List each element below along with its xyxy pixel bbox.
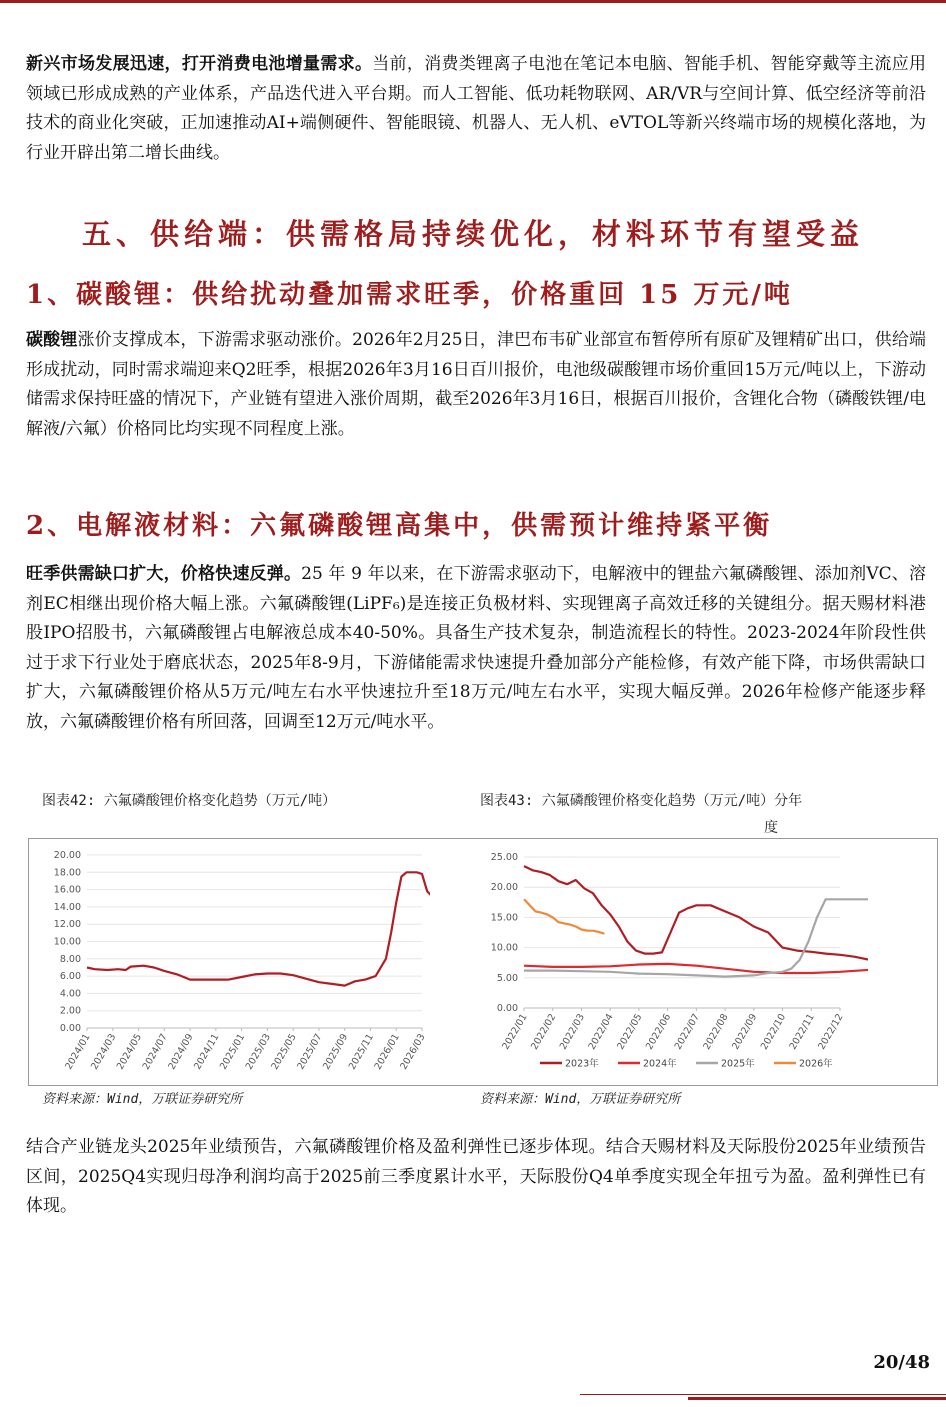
series-line-2023年 bbox=[524, 866, 868, 960]
y-tick-label: 10.00 bbox=[53, 936, 81, 948]
x-tick-label: 2025/03 bbox=[243, 1032, 273, 1072]
paragraph-body: 25 年 9 年以来，在下游需求驱动下，电解液中的锂盐六氟磷酸锂、添加剂VC、溶剂EC相继出现价格大幅上涨。六氟磷酸锂(LiPF₆)是连接正负极材料、实现锂离子高效迁移的关键组分。据天赐材料港股IPO招股书，六氟磷酸锂占电解液总成本40-50%。具备生产技术复杂，制造流程长的特性。2023-2024年阶段性供过于求下行业处于磨底状态，2025年8-9月，下游储能需求快速提升叠加部分产能检修，有效产能下降，市场供需缺口扩大，六氟磷酸锂价格从5万元/吨左右水平快速拉升至18万元/吨左右水平，实现大幅反弹。2026年检修产能逐步释放，六氟磷酸锂价格有所回落，回调至12万元/吨水平。 bbox=[26, 564, 926, 732]
x-tick-label: 2025/07 bbox=[295, 1032, 325, 1072]
paragraph-body: 当前，消费类锂离子电池在笔记本电脑、智能手机、智能穿戴等主流应用领域已形成成熟的产业体系，产品迭代进入平台期。而人工智能、低功耗物联网、AR/VR与空间计算、低空经济等前沿技术的商业化突破，正加速推动AI+端侧硬件、智能眼镜、机器人、无人机、eVTOL等新兴终端市场的规模化落地，为行业开辟出第二增长曲线。 bbox=[26, 54, 927, 163]
paragraph-body: 涨价支撑成本，下游需求驱动涨价。2026年2月25日，津巴布韦矿业部宣布暂停所有原矿及锂精矿出口，供给端形成扰动，同时需求端迎来Q2旺季，根据2026年3月16日百川报价，电池级碳酸锂市场价重回15万元/吨以上，下游动储需求保持旺盛的情况下，产业链有望进入涨价周期，截至2026年3月16日，根据百川报价，含锂化合物（磷酸铁锂/电解液/六氟）价格同比均实现不同程度上涨。 bbox=[26, 330, 926, 439]
x-tick-label: 2024/09 bbox=[166, 1032, 196, 1072]
footer-rule-thick bbox=[688, 1397, 946, 1400]
y-tick-label: 8.00 bbox=[59, 953, 81, 965]
paragraph-lead: 碳酸锂 bbox=[26, 330, 78, 350]
paragraph-earnings: 结合产业链龙头2025年业绩预告，六氟磷酸锂价格及盈利弹性已逐步体现。结合天赐材料及天际股份2025年业绩预告区间，2025Q4实现归母净利润均高于2025前三季度累计水平，天际股份Q4单季度实现全年扭亏为盈。盈利弹性已有体现。 bbox=[26, 1137, 926, 1216]
x-tick-label: 2022/08 bbox=[701, 1012, 731, 1052]
x-tick-label: 2024/11 bbox=[192, 1032, 222, 1072]
x-tick-label: 2022/03 bbox=[557, 1012, 588, 1052]
x-tick-label: 2022/04 bbox=[586, 1012, 616, 1052]
subsection-title-lithium-carbonate: 1、碳酸锂：供给扰动叠加需求旺季，价格重回 15 万元/吨 bbox=[26, 280, 793, 310]
x-tick-label: 2022/12 bbox=[816, 1012, 846, 1052]
paragraph-lead: 旺季供需缺口扩大，价格快速反弹。 bbox=[26, 564, 302, 584]
x-tick-label: 2026/01 bbox=[372, 1032, 402, 1072]
y-tick-label: 4.00 bbox=[59, 988, 81, 1000]
y-tick-label: 5.00 bbox=[496, 972, 518, 984]
y-tick-label: 6.00 bbox=[59, 971, 81, 983]
x-tick-label: 2025/09 bbox=[321, 1032, 351, 1072]
page-number: 20/48 bbox=[873, 1352, 930, 1373]
y-tick-label: 0.00 bbox=[59, 1023, 81, 1034]
header-rule bbox=[0, 0, 946, 3]
x-tick-label: 2025/05 bbox=[269, 1032, 299, 1072]
y-tick-label: 20.00 bbox=[53, 850, 81, 861]
legend-label: 2026年 bbox=[799, 1058, 833, 1070]
x-tick-label: 2022/05 bbox=[615, 1012, 645, 1052]
chart-lipf6-price-trend bbox=[30, 840, 430, 1080]
figure-42-caption: 图表42: 六氟磷酸锂价格变化趋势（万元/吨） bbox=[42, 793, 337, 809]
legend-label: 2024年 bbox=[643, 1058, 677, 1070]
y-tick-label: 10.00 bbox=[490, 942, 518, 954]
x-tick-label: 2022/09 bbox=[730, 1012, 760, 1052]
x-tick-label: 2022/06 bbox=[643, 1012, 674, 1052]
x-tick-label: 2022/02 bbox=[529, 1012, 559, 1052]
y-tick-label: 16.00 bbox=[53, 884, 81, 896]
y-tick-label: 0.00 bbox=[496, 1003, 518, 1014]
x-tick-label: 2022/11 bbox=[787, 1012, 817, 1052]
x-tick-label: 2026/03 bbox=[398, 1032, 428, 1072]
legend-label: 2023年 bbox=[565, 1058, 599, 1070]
paragraph-consumer-battery bbox=[26, 50, 926, 168]
footer-rule bbox=[580, 1394, 946, 1395]
y-tick-label: 15.00 bbox=[490, 912, 518, 924]
y-tick-label: 14.00 bbox=[53, 901, 81, 913]
x-tick-label: 2022/01 bbox=[500, 1012, 530, 1052]
paragraph-lead: 新兴市场发展迅速，打开消费电池增量需求。 bbox=[26, 54, 373, 74]
x-tick-label: 2025/01 bbox=[217, 1032, 248, 1072]
x-tick-label: 2024/01 bbox=[63, 1032, 93, 1072]
figure-43-caption-continued: 度 bbox=[764, 820, 778, 836]
x-tick-label: 2022/10 bbox=[758, 1012, 789, 1052]
y-tick-label: 25.00 bbox=[490, 852, 518, 863]
subsection-title-electrolyte: 2、电解液材料：六氟磷酸锂高集中，供需预计维持紧平衡 bbox=[26, 511, 773, 541]
figure-43-caption: 图表43: 六氟磷酸锂价格变化趋势（万元/吨）分年 bbox=[480, 793, 803, 809]
y-tick-label: 2.00 bbox=[59, 1005, 81, 1017]
paragraph-lithium-carbonate bbox=[26, 326, 926, 444]
x-tick-label: 2024/07 bbox=[140, 1032, 170, 1072]
section-title: 五、供给端：供需格局持续优化，材料环节有望受益 bbox=[81, 217, 864, 251]
x-tick-label: 2022/07 bbox=[672, 1012, 702, 1052]
y-tick-label: 12.00 bbox=[53, 919, 81, 931]
legend-label: 2025年 bbox=[721, 1058, 755, 1070]
x-tick-label: 2024/03 bbox=[89, 1032, 119, 1072]
series-line-2026年 bbox=[524, 899, 604, 933]
x-tick-label: 2025/11 bbox=[346, 1032, 377, 1072]
y-tick-label: 18.00 bbox=[53, 867, 81, 879]
paragraph-electrolyte bbox=[26, 560, 926, 737]
x-tick-label: 2024/05 bbox=[114, 1032, 145, 1072]
chart-lipf6-price-by-year bbox=[468, 840, 868, 1080]
y-tick-label: 20.00 bbox=[490, 882, 518, 894]
source-note-left: 资料来源：Wind，万联证券研究所 bbox=[42, 1092, 243, 1107]
source-note-right: 资料来源：Wind，万联证券研究所 bbox=[480, 1092, 681, 1107]
